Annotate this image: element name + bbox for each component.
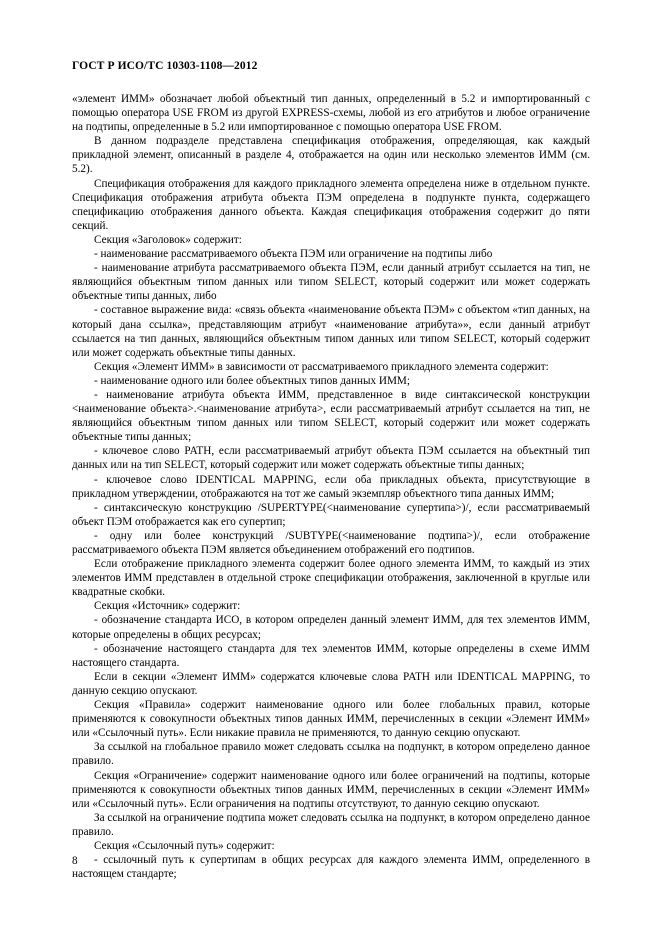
page-header: ГОСТ Р ИСО/ТС 10303-1108—2012	[72, 60, 258, 72]
list-item: - обозначение настоящего стандарта для тех элементов ИММ, которые определены в схеме ИММ настоящего стандарта.	[72, 642, 590, 669]
list-item: - ключевое слово PATH, если рассматриваемый атрибут объекта ПЭМ ссылается на объектный тип данных или на тип SELECT, который содержит или может содержать объектные типы данных;	[72, 445, 590, 472]
paragraph: Спецификация отображения для каждого прикладного элемента определена ниже в отдельном пункте. Спецификация отображения атрибута объекта ПЭМ определена в подпункте пункта, содержащего спецификацию отображения данного объекта. Каждая спецификация отображения содержит до пяти секций.	[72, 177, 590, 232]
paragraph: Если в секции «Элемент ИММ» содержатся ключевые слова PATH или IDENTICAL MAPPING, то данную секцию опускают.	[72, 670, 590, 697]
paragraph: За ссылкой на глобальное правило может следовать ссылка на подпункт, в котором определено данное правило.	[72, 741, 590, 768]
document-body	[72, 92, 590, 881]
paragraph: Секция «Заголовок» содержит:	[94, 233, 242, 246]
paragraph: Если отображение прикладного элемента содержит более одного элемента ИММ, то каждый из этих элементов ИММ представлен в отдельной строке спецификации отображения, заключенной в круглые или квадратные скобки.	[72, 558, 590, 599]
paragraph: Секция «Правила» содержит наименование одного или более глобальных правил, которые применяются к совокупности объектных типов данных ИММ, перечисленных в секции «Элемент ИММ» или «Ссылочный путь». Если никакие правила не применяются, то данную секцию опускают.	[72, 699, 590, 740]
paragraph: В данном подразделе представлена спецификация отображения, определяющая, как каждый прикладной элемент, описанный в разделе 4, отображается на один или несколько элементов ИММ (см. 5.2).	[72, 135, 590, 176]
list-item: - составное выражение вида: «связь объекта «наименование объекта ПЭМ» с объектом «тип данных, на который дана ссылка», представляющим атрибут «наименование атрибута»», если данный атрибут ссылается на тип данных, являющийся объектным типом данных или типом SELECT, который содержит или может содержать объектные типы данных.	[72, 304, 590, 359]
list-item: - ссылочный путь к супертипам в общих ресурсах для каждого элемента ИММ, определенного в настоящем стандарте;	[72, 854, 590, 881]
list-item: - одну или более конструкций /SUBTYPE(<наименование подтипа>)/, если отображение рассматриваемого объекта ПЭМ является объединением отображений его подтипов.	[72, 529, 590, 556]
page-number: 8	[72, 855, 78, 867]
list-item: - наименование рассматриваемого объекта ПЭМ или ограничение на подтипы либо	[94, 248, 493, 261]
list-item: - синтаксическую конструкцию /SUPERTYPE(<наименование супертипа>)/, если рассматриваемый объект ПЭМ отображается как его супертип;	[72, 501, 590, 528]
list-item: - наименование одного или более объектных типов данных ИММ;	[94, 374, 410, 387]
paragraph: Секция «Источник» содержит:	[94, 600, 241, 613]
list-item: - наименование атрибута объекта ИММ, представленное в виде синтаксической конструкции <наименование объекта>.<наименование атрибута>, если рассматриваемый атрибут ссылается на тип, не являющийся объектным типом данных или типом SELECT, который содержит или может содержать объектные типы данных;	[72, 388, 590, 444]
paragraph: Секция «Ограничение» содержит наименование одного или более ограничений на подтипы, которые применяются к совокупности объектных типов данных ИММ, перечисленных в секции «Элемент ИММ» или «Ссылочный путь». Если ограничения на подтипы отсутствуют, то данную секцию опускают.	[72, 769, 590, 810]
list-item: - ключевое слово IDENTICAL MAPPING, если оба прикладных объекта, присутствующие в прикладном утверждении, отображаются на тот же самый экземпляр объектного типа данных ИММ;	[72, 473, 590, 500]
paragraph: «элемент ИММ» обозначает любой объектный тип данных, определенный в 5.2 и импортированный с помощью оператора USE FROM из другой EXPRESS-схемы, любой из его атрибутов и любое ограничение на подтипы, определенные в 5.2 или импортированное с помощью оператора USE FROM.	[72, 93, 590, 134]
list-item: - обозначение стандарта ИСО, в котором определен данный элемент ИММ, для тех элементов ИММ, которые определены в общих ресурсах;	[72, 614, 590, 641]
list-item: - наименование атрибута рассматриваемого объекта ПЭМ, если данный атрибут ссылается на тип, не являющийся объектным типом данных или типом SELECT, который содержит или может содержать объектные типы данных, либо	[72, 262, 590, 303]
paragraph: Секция «Ссылочный путь» содержит:	[94, 839, 275, 852]
paragraph: Секция «Элемент ИММ» в зависимости от рассматриваемого прикладного элемента содержит:	[94, 360, 549, 373]
paragraph: За ссылкой на ограничение подтипа может следовать ссылка на подпункт, в котором определено данное правило.	[72, 811, 590, 838]
